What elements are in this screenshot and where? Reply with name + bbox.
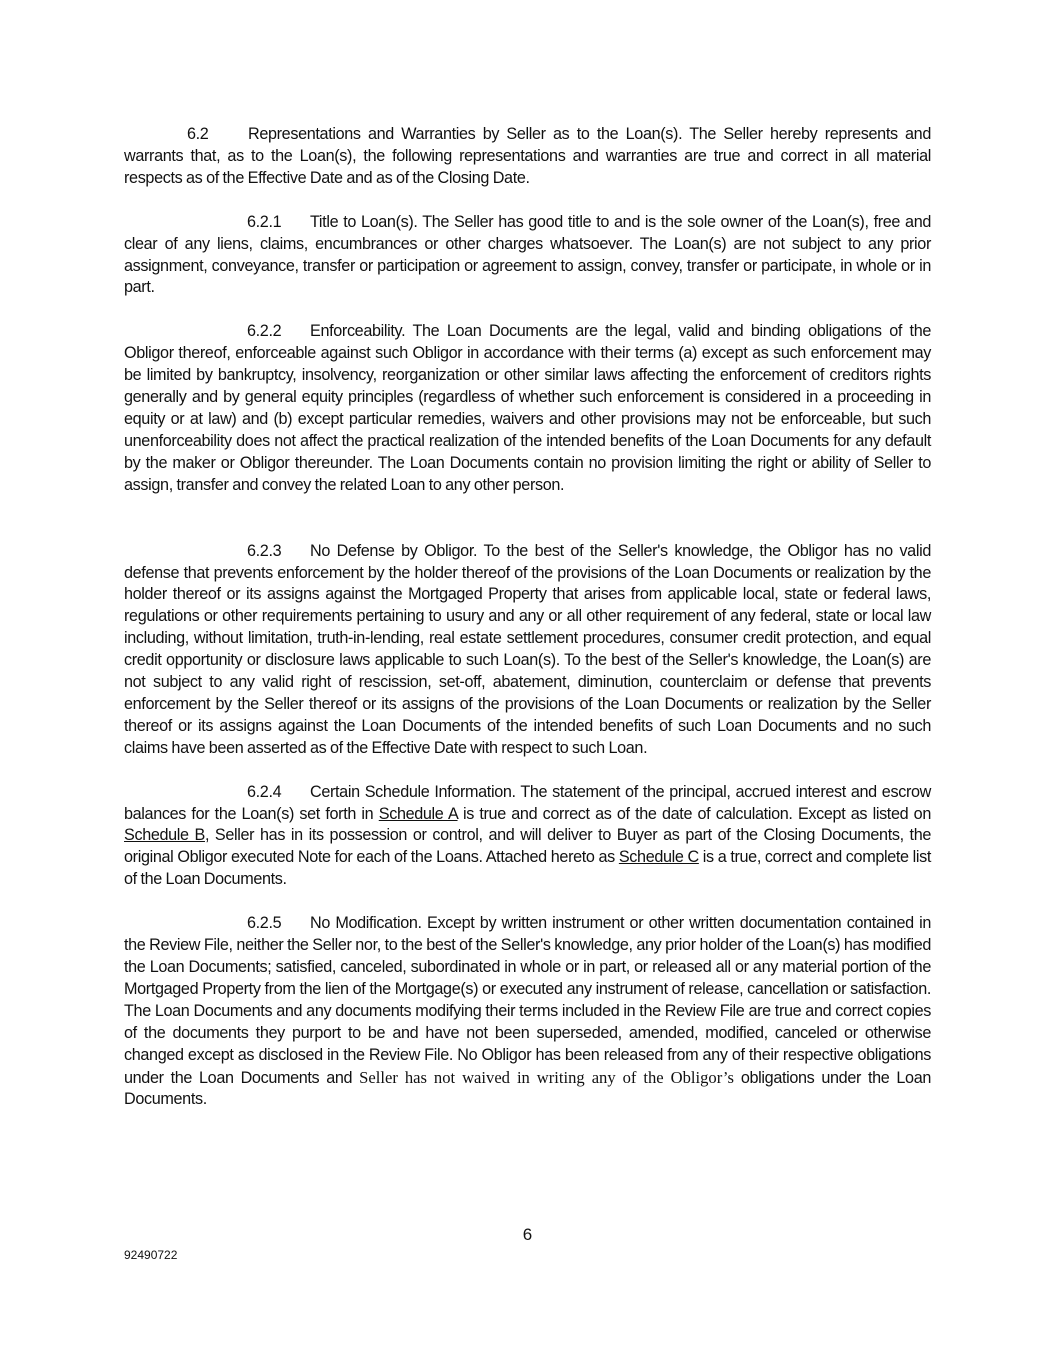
section-body-part: The statement of the principal, accrued interest and escrow balances for the Loan(s) set forth in: [124, 782, 931, 823]
page-number: 6: [522, 1225, 533, 1244]
section-number: 6.2.1: [247, 212, 282, 231]
section-heading: Certain Schedule Information.: [310, 782, 516, 801]
section-heading: Title to Loan(s).: [310, 212, 418, 231]
section-6-2-3: [124, 541, 931, 760]
section-number: 6.2.4: [247, 782, 282, 801]
section-heading: Representations and Warranties by Seller as to the Loan(s).: [248, 125, 683, 143]
section-6-2-4: [124, 782, 931, 892]
document-id: 92490722: [124, 1248, 178, 1262]
section-body-part: , Seller has in its possession or control, and will deliver to Buyer as part of the Closing Documents, the original Obligor executed Note for each of the Loans. Attached hereto as: [124, 826, 932, 867]
section-number: 6.2.5: [247, 914, 282, 933]
section-heading: No Defense by Obligor.: [310, 541, 478, 560]
section-body-part: is a true, correct and complete list of the Loan Documents.: [124, 848, 932, 889]
schedule-b-reference: Schedule B: [124, 826, 205, 845]
section-number: 6.2.2: [247, 322, 282, 341]
section-heading: No Modification.: [310, 914, 422, 933]
section-6-2-5: [124, 913, 931, 1111]
section-number: 6.2: [187, 125, 209, 143]
schedule-c-reference: Schedule C: [618, 848, 699, 867]
section-body: To the best of the Seller's knowledge, the Obligor has no valid defense that prevents enforcement by the holder thereof of the provisions of the Loan Documents or realization by the holder thereof or its assigns against the Mortgaged Property that arises from applicable local, state or federal laws, regulations or other requirements pertaining to usury and any or all other requirement of any federal, state or local law including, without limitation, truth-in-lending, real estate settlement procedures, consumer credit protection, and equal credit opportunity or disclosure laws applicable to such Loan(s). To the best of the Seller's knowledge, the Loan(s) are not subject to any valid right of rescission, set-off, abatement, diminution, counterclaim or defense that prevents enforcement by the Seller thereof or its assigns of the provisions of the Loan Documents or realization by the Seller thereof or its assigns against the Loan Documents of the intended benefits of such Loan Documents and no such claims have been asserted as of the Effective Date with respect to such Loan.: [124, 541, 931, 757]
section-6-2-1: [124, 212, 931, 300]
section-number: 6.2.3: [247, 541, 282, 560]
section-body: The Seller hereby represents and warrants that, as to the Loan(s), the following representations and warranties are true and correct in all material respects as of the Effective Date and as of the Closing Date.: [124, 125, 931, 187]
section-body: The Loan Documents are the legal, valid and binding obligations of the Obligor thereof, enforceable against such Obligor in accordance with their terms (a) except as such enforcement may be limited by bankruptcy, insolvency, reorganization or other similar laws affecting the enforcement of creditors rights generally and by general equity principles (regardless of whether such enforcement is considered in a proceeding in equity or at law) and (b) except particular remedies, waivers and other provisions may not be enforceable, but such unenforceability does not affect the practical realization of the intended benefits of the Loan Documents for any default by the maker or Obligor thereunder. The Loan Documents contain no provision limiting the right or ability of Seller to assign, transfer and convey the related Loan to any other person.: [124, 322, 931, 494]
section-6-2-2: [124, 321, 931, 496]
section-body: The Seller has good title to and is the sole owner of the Loan(s), free and clear of any liens, claims, encumbrances or other charges whatsoever. The Loan(s) are not subject to any prior assignment, conveyance, transfer or participation or agreement to assign, convey, transfer or participate, in whole or in part.: [124, 212, 931, 297]
section-body-part: is true and correct as of the date of calculation. Except as listed on: [457, 804, 931, 823]
section-body-part: Except by written instrument or other written documentation contained in the Review File, neither the Seller nor, to the best of the Seller's knowledge, any prior holder of the Loan(s) has modified the Loan Documents; satisfied, canceled, subordinated in whole or in part, or released all or any material portion of the Mortgaged Property from the lien of the Mortgage(s) or executed any instrument of release, cancellation or satisfaction. The Loan Documents and any documents modifying their terms included in the Review File are true and correct copies of the documents they purport to be and have not been superseded, amended, modified, canceled or otherwise changed except as disclosed in the Review File. No Obligor has been released from any of their respective obligations under the Loan Documents and: [124, 914, 932, 1087]
section-6-2: [124, 124, 931, 190]
schedule-a-reference: Schedule A: [378, 804, 458, 823]
section-body-part: obligations under the Loan Documents.: [124, 1068, 931, 1109]
document-page: [124, 124, 931, 1111]
section-body-serif-part: Seller has not waived in writing any of the Obligor’s: [359, 1067, 734, 1087]
section-heading: Enforceability.: [310, 322, 406, 341]
